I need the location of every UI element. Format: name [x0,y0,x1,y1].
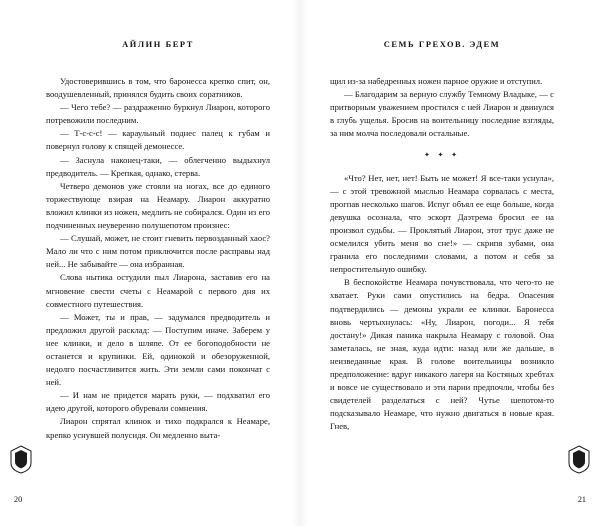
paragraph: В беспокойстве Неамара почувствовала, что чего-то не хватает. Руки сами опустились на бедра. Опасения подтвердились — демоны украли ее клинки. Баронесса вновь чертыхнулась: «Ну, Лиарон, погоди... Я тебя достану!» Дикая паника накрыла Неамару с головой. Она заметалась, не зная, куда идти: назад или же дальше, в неизведанные края. В голове воительницы возникло предположение: вдруг никакого лагеря на Костяных хребтах и вовсе не существовало и эти парни предпочли, чтобы без свидетелей разделаться с ней? Чутье шепотом-то подсказывало Неамаре, что нужно двигаться в новые края. Гнев, [330,277,554,432]
paragraph: Удостоверившись в том, что баронесса крепко спит, он, воодушевленный, принялся будить своих соратников. [46,76,270,100]
page-right [300,0,600,526]
paragraph: щил из-за набедренных ножен парное оружие и отступил. [330,76,543,86]
paragraph: Лиарон спрятал клинок и тихо подкрался к Неамаре, крепко уснувшей полусидя. Он медленно выта- [46,416,270,440]
section-ornament: ✦ ✦ ✦ [423,151,461,160]
paragraph: — Благодарим за верную службу Темному Владыке, — с притворным уважением простился с ней Лиарон и двинулся в глубь ущелья. Бросив на воительницу последние взгляды, за ним молча последовали остальные. [330,89,554,139]
paragraph: Четверо демонов уже стояли на ногах, все до единого торжествующе взирая на Неамару. Лиарон аккуратно вложил клинки из ножен, медлить не собирался. Один из его подчиненных неуверенно полушепотом произнес: [46,180,270,231]
paragraph: — И нам не придется марать руки, — подхватил его идею другой, которого обуревали сомнения. [46,390,270,414]
body-text-left [46,75,270,442]
running-head-right: СЕМЬ ГРЕХОВ. ЭДЕМ [383,40,501,49]
paragraph: Слова нытика остудили пыл Лиарона, заставив его на мгновение свести счеты с Неамарой с первого дня их совместного путешествия. [46,272,270,309]
body-text-right [330,75,554,433]
paragraph: — Может, ты и прав, — задумался предводитель и предложил другой расклад: — Поступим иначе. Заберем у нее клинки, и дело в шляпе. От ее богоподобности не останется и крупинки. Ей, одинокой и обезоруженной, недолго посчастливится жить. Эти земли сами покончат с ней. [46,311,270,388]
paragraph: — Чего тебе? — раздраженно буркнул Лиарон, которого потревожили последним. [46,102,270,126]
paragraph: — Заснула наконец-таки, — облегченно выдыхнул предводитель. — Крепкая, однако, стерва. [46,154,270,178]
paragraph: — Слушай, может, не стоит гневить первозданный хаос? Мало ли что с ним потом приключится после расправы над ней... Не забывайте — она избранная. [46,233,270,270]
paragraph: — Т-с-с-с! — караульный поднес палец к губам и повернул голову к спящей демонессе. [46,128,270,152]
folio-ornament-icon [566,444,592,474]
page-number-left: 20 [14,495,23,504]
running-head-left: АЙЛИН БЕРТ [122,40,194,49]
page-number-right: 21 [577,495,586,504]
folio-ornament-icon [8,444,34,474]
paragraph: «Что? Нет, нет, нет! Быть не может! Я все-таки уснула», — с этой тревожной мыслью Неамара сорвалась с места, прогпав несколько шагов. Испуг объял ее еще больше, когда девушка осознала, что эскорт Даэтрема бросил ее на произвол судьбы. — Проклятый Лиарон, этот трус даже не осмелился убить меня во сне!» — скрипя зубами, она гранила его последними словами, а потом и себя за непростительную ошибку. [330,172,554,275]
